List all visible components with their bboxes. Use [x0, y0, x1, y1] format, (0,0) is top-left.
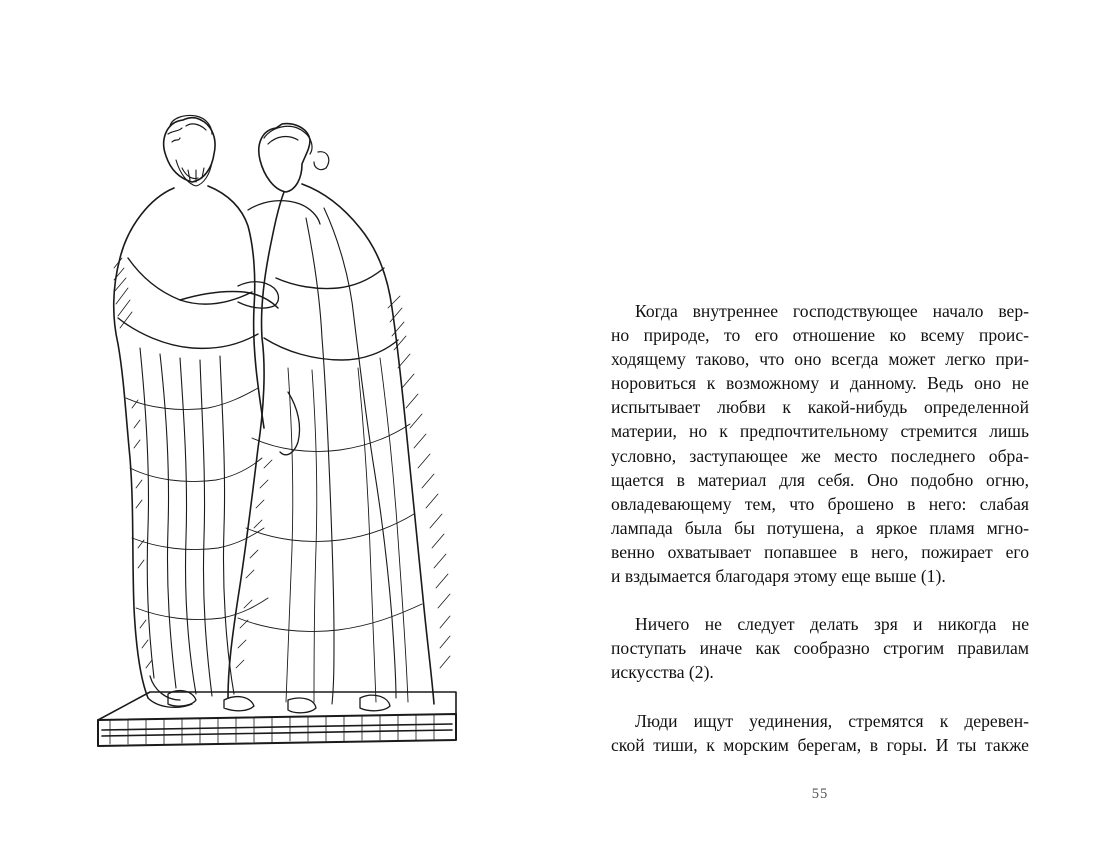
text-line: испытывает любви к какой-нибудь определенной [611, 397, 1029, 418]
text-line: ской тиши, к морским берегам, в горы. И ты также [611, 734, 1029, 755]
text-line: лампада была бы потушена, а яркое пламя мгно- [611, 517, 1029, 538]
paragraph [611, 299, 1029, 588]
text-line: но природе, то его отношение ко всему проис- [611, 325, 1029, 346]
text-line: ходящему таково, что оно всегда может легко при- [611, 349, 1029, 370]
body-text [611, 299, 1029, 781]
text-line: материи, но к предпочтительному стремится лишь [611, 421, 1029, 442]
text-line: искусства (2). [611, 662, 714, 683]
text-line: Люди ищут уединения, стремятся к деревен- [635, 710, 1029, 731]
paragraph [611, 709, 1029, 757]
text-line: венно охватывает попавшее в него, пожирает его [611, 541, 1029, 562]
statue-illustration-icon [88, 108, 470, 756]
text-line: поступать иначе как сообразно строгим правилам [611, 638, 1029, 659]
text-line: и вздымается благодаря этому еще выше (1). [611, 566, 946, 587]
text-line: норовиться к возможному и данному. Ведь оно не [611, 373, 1029, 394]
text-line: условно, заступающее же место последнего обра- [611, 445, 1029, 466]
paragraph [611, 612, 1029, 684]
page-number: 55 [811, 786, 829, 802]
text-line: Ничего не следует делать зря и никогда не [635, 614, 1029, 635]
text-line: щается в материал для себя. Оно подобно огню, [611, 469, 1029, 490]
text-line: овладевающему тем, что брошено в него: слабая [611, 493, 1029, 514]
text-line: Когда внутреннее господствующее начало вер- [635, 301, 1029, 321]
